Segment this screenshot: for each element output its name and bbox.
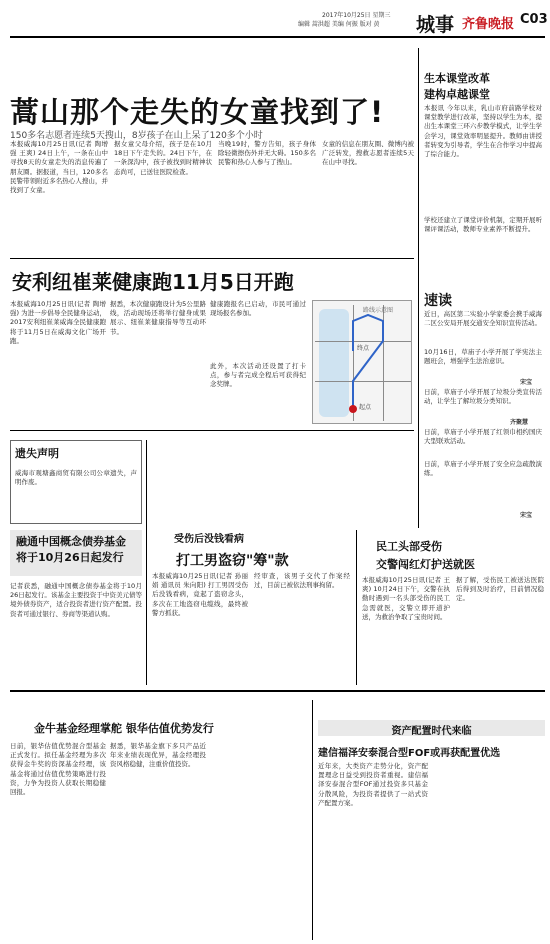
start-marker-icon [349, 405, 357, 413]
asset-bar-label: 资产配置时代来临 [391, 726, 472, 737]
gold-col-2: 据悉，银华基金旗下多只产品近年来业绩表现优异，基金经理投资风格稳健，注重价值投资。 [110, 742, 206, 769]
asset-col-1: 近年来，大类资产走势分化，资产配置理念日益受到投资者重视。建信福泽安泰混合型FOF通过投资多只基金分散风险，为投资者提供了一站式资产配置方案。 [318, 762, 428, 807]
notice-rule [10, 430, 414, 431]
redlight-col-1: 本报威海10月25日讯(记者 王爽) 10月24日下午，交警在执勤时遇到一名头部受伤的民工急需就医，交警立即开道护送，为救治争取了宝贵时间。 [362, 576, 450, 621]
redlight-col-2: 据了解，受伤民工被送达医院后得到及时治疗，目前情况稳定。 [456, 576, 544, 603]
redlight-headline: 交警闯红灯护送就医 [376, 558, 475, 571]
counterfeit-col-2: 经审查，该男子交代了作案经过，目前已被依法刑事拘留。 [254, 572, 350, 590]
lead-col-4: 女童的信息在朋友圈、微博内被广泛转发，搜救志愿者连续5天在山中寻找。 [322, 140, 414, 167]
masthead-date: 2017年10月25日 星期三 [322, 12, 391, 19]
asset-headline: 建信福泽安泰混合型FOF或再获配置优选 [318, 748, 501, 759]
brand-logo: 齐鲁晚报 [462, 17, 515, 32]
asset-bar [318, 720, 545, 736]
right-headline-2: 建构卓越课堂 [424, 88, 490, 101]
bottom-rule [10, 690, 545, 692]
notice-body: 威海市观塘鑫商贸有限公司公章遗失，声明作废。 [15, 469, 137, 487]
brief-1: 近日，高区第二实验小学家委会携手威海二区公安局开展交通安全知识宣传活动。 [424, 310, 542, 328]
brief-title: 速读 [424, 293, 452, 309]
asset-col-2 [434, 762, 544, 932]
bottom-mid-rule [312, 700, 313, 940]
lead-subhead: 150多名志愿者连续5天搜山，8岁孩子在山上呆了120多个小时 [10, 131, 263, 141]
map-caption: 路线示意图 [363, 307, 394, 314]
right-body: 本报讯 今年以来，乳山市府前路学校对课堂教学进行改革，坚持以学生为本，提出生本课堂三环六步教学模式，让学生学会学习，课堂效率明显提升。教师由讲授者转变为引导者，学生在合作学习中提高了综合能力。 [424, 104, 542, 159]
lead-headline: 蒿山那个走失的女童找到了! [10, 95, 385, 129]
counterfeit-col-1: 本报威海10月25日讯(记者 孙丽娟 通讯员 朱向阳) 打工男因受伤后没钱看病，竟起了盗窃念头，多次在工地盗窃电缆线，最终被警方抓获。 [152, 572, 248, 617]
brief-signature-2: 齐聚慧 [510, 419, 529, 426]
right-headline-1: 生本课堂改革 [424, 72, 490, 85]
fund-headline-box [10, 530, 142, 576]
counterfeit-kicker: 受伤后没钱看病 [174, 534, 244, 545]
right-column-rule [418, 48, 419, 528]
gold-col-1: 日前，银华估值优势混合型基金正式发行。拟任基金经理为多次获得金牛奖的资深基金经理，该基金将通过估值优势策略进行投资，力争为投资人获取长期稳健回报。 [10, 742, 106, 797]
right-body-2: 学校还建立了课堂评价机制，定期开展听课评课活动，教师专业素养不断提升。 [424, 216, 542, 234]
section-title: 城事 [416, 14, 455, 36]
road-col-2: 据悉，本次健康跑设计为5公里路线，活动现场还将举行健身成果展示、纽崔莱健康指导等互动环节。 [110, 300, 206, 336]
road-col-1: 本报威海10月25日讯(记者 陶增强) 为进一步倡导全民健身运动，2017安利纽崔莱威海全民健康跑将于11月5日在威海文化广场开跑。 [10, 300, 106, 345]
redlight-kicker: 民工头部受伤 [376, 540, 442, 553]
road-headline: 安利纽崔莱健康跑11月5日开跑 [12, 270, 294, 294]
lead-col-2: 据女童父母介绍，孩子是在10月18日下午走失的。24日下午，在一条深沟中，孩子被找到时精神状态尚可，已送往医院检查。 [114, 140, 212, 176]
brief-4: 日前，草庙子小学开展了红领巾相约国庆大型联欢活动。 [424, 428, 542, 446]
masthead-editors: 编辑 蒿洪超 美编 何振 版对 黄 [298, 21, 380, 28]
fund-body: 记者获悉，融通中国概念债券基金将于10月26日起发行。该基金主要投资于中资美元债等境外债券资产，适合投资者进行资产配置。投资者可通过银行、券商等渠道认购。 [10, 582, 142, 618]
mid-rule [146, 440, 147, 685]
brief-signature-3: 宋宝 [520, 512, 533, 519]
road-col-4: 此外，本次活动还设置了打卡点，参与者完成全程后可获得纪念奖牌。 [210, 362, 306, 389]
masthead [0, 0, 550, 38]
mid-rule-2 [356, 530, 357, 685]
brief-3: 日前，草庙子小学开展了垃圾分类宣传活动，让学生了解垃圾分类知识。 [424, 388, 542, 406]
route-map [312, 300, 412, 424]
map-start-label: 起点 [359, 404, 372, 411]
fund-headline: 融通中国概念债券基金将于10月26日起发行 [16, 535, 126, 564]
map-finish-label: 终点 [357, 345, 370, 352]
notice-title: 遗失声明 [15, 447, 59, 460]
page-number: C03 [520, 12, 548, 27]
brief-signature-1: 宋宝 [520, 379, 533, 386]
road-col-3: 健康跑报名已启动，市民可通过现场报名参加。 [210, 300, 306, 318]
road-rule [10, 258, 414, 259]
lead-col-3: 当晚19时，警方告知，孩子身体除轻微擦伤外并无大碍。150多名民警和热心人参与了搜山。 [218, 140, 316, 167]
lead-col-1: 本报威海10月25日讯(记者 陶增强 王爽) 24日上午，一条在山中寻找8天的女童走失的消息传遍了朋友圈。据报道，当日，120多名民警带领附近多名热心人搜山，并找到了女童。 [10, 140, 108, 195]
gold-headline: 金牛基金经理掌舵 银华估值优势发行 [34, 722, 214, 735]
gold-col-3 [210, 742, 306, 932]
lost-notice [10, 440, 142, 524]
masthead-rule [10, 36, 545, 38]
counterfeit-headline: 打工男盗窃"筹"款 [176, 553, 289, 569]
brief-2: 10月16日，草庙子小学开展了学宪法主题班会，增强学生法治意识。 [424, 348, 542, 366]
brief-5: 日前，草庙子小学开展了安全应急疏散演练。 [424, 460, 542, 478]
